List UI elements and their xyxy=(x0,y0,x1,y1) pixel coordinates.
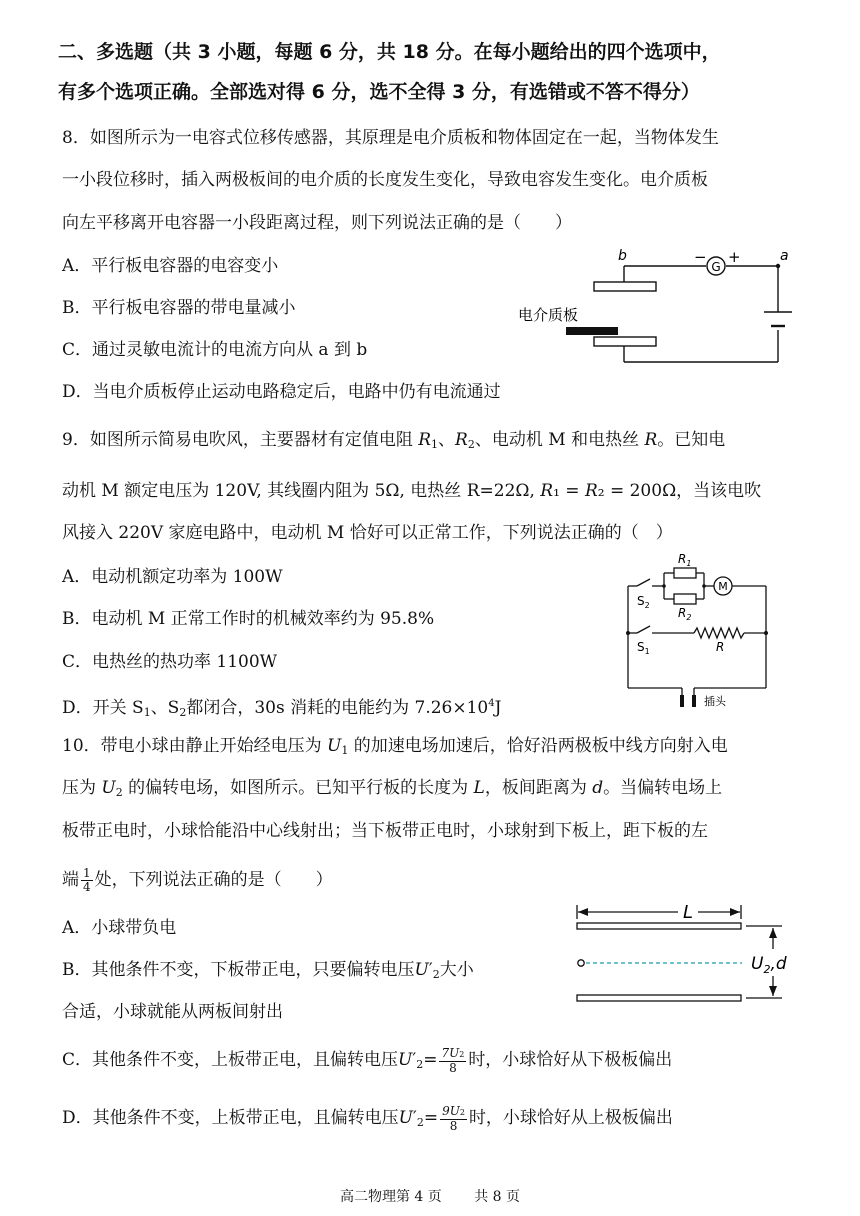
u2-prime-subscript: 2 xyxy=(432,968,440,981)
plus-label: + xyxy=(728,248,741,266)
q10-stem2-mid2: ，板间距离为 xyxy=(484,778,593,798)
fraction-numerator: 1 xyxy=(83,866,91,880)
fig-r1-letter: R xyxy=(678,552,687,566)
q10-stem4-end: 处，下列说法正确的是（ ） xyxy=(94,870,333,890)
q9-stem-line-1 xyxy=(62,428,725,457)
l-dimension-label: L xyxy=(682,902,694,923)
c-u2-prime-symbol: U xyxy=(398,1050,413,1070)
d-num-text: 9U xyxy=(442,1103,460,1118)
q10-c-text: C．其他条件不变，上板带正电，且偏转电压 xyxy=(62,1050,399,1070)
q10-stem-line-2 xyxy=(62,776,722,805)
q10-c-text-end: 时，小球恰好从下极板偏出 xyxy=(468,1050,673,1070)
dielectric-label: 电介质板 xyxy=(518,306,579,324)
motor-label: M xyxy=(718,580,728,593)
fig-s2-sub: 2 xyxy=(644,601,650,610)
c-fraction xyxy=(439,1047,466,1075)
u1-symbol: U xyxy=(327,736,342,756)
minus-label: − xyxy=(694,248,707,266)
page-footer xyxy=(0,1186,860,1206)
g-label: G xyxy=(711,260,721,274)
q8-stem-line-1: 8．如图所示为一电容式位移传感器，其原理是电介质板和物体固定在一起，当物体发生 xyxy=(62,128,719,148)
q10-stem-line-3: 板带正电时，小球恰能沿中心线射出；当下板带正电时，小球射到下板上，距下板的左 xyxy=(62,821,708,841)
c-num-text: 7U xyxy=(441,1045,460,1060)
hair-dryer-circuit-figure xyxy=(610,545,780,715)
q8-option-d: D．当电介质板停止运动电路稳定后，电路中仍有电流通过 xyxy=(62,382,501,402)
fig-s1-letter: S xyxy=(637,640,645,654)
q9-d-text-mid: 、S xyxy=(150,698,180,718)
fig-r1-label xyxy=(678,552,691,568)
q10-stem-text-end: 的加速电场加速后，恰好沿两极板中线方向射入电 xyxy=(348,736,728,756)
q9-stem-text: 9．如图所示简易电吹风，主要器材有定值电阻 xyxy=(62,430,419,450)
q9-stem-line-3: 风接入 220V 家庭电路中，电动机 M 恰好可以正常工作，下列说法正确的（ ） xyxy=(62,523,673,543)
q9-option-d xyxy=(62,692,501,725)
fig-s2-label xyxy=(637,594,650,610)
page-total: 共 8 页 xyxy=(474,1189,521,1205)
capacitor-circuit-figure xyxy=(510,246,800,371)
q10-b-text: B．其他条件不变，下板带正电，只要偏转电压 xyxy=(62,960,415,980)
d-prime-mark: ′ xyxy=(412,1108,417,1128)
u2d-sub: 2 xyxy=(763,963,771,976)
one-quarter-fraction xyxy=(81,867,93,894)
s2-subscript: 2 xyxy=(179,706,187,719)
q10-option-d xyxy=(62,1098,673,1138)
c-equals: = xyxy=(423,1050,438,1070)
c-fraction-denominator: 8 xyxy=(449,1060,457,1075)
fraction-denominator: 4 xyxy=(83,880,91,894)
q9-d-text: D．开关 S xyxy=(62,698,144,718)
q10-stem4-text: 端 xyxy=(62,870,79,890)
r1-symbol: R xyxy=(418,430,432,450)
u2-symbol: U xyxy=(101,778,116,798)
d-equals: = xyxy=(423,1108,439,1128)
fig-s1-label xyxy=(637,640,650,656)
u2d-letter: U xyxy=(751,954,764,974)
length-symbol: L xyxy=(473,778,485,798)
q10-stem-text: 10．带电小球由静止开始经电压为 xyxy=(62,736,328,756)
q9-option-c: C．电热丝的热功率 1100W xyxy=(62,652,278,672)
q10-stem-line-1 xyxy=(62,734,728,763)
q10-stem2-mid: 的偏转电场，如图所示。已知平行板的长度为 xyxy=(122,778,474,798)
r2-subscript: 2 xyxy=(467,438,475,451)
q9-stem-line-2: 动机 M 额定电压为 120V, 其线圈内阻为 5Ω, 电热丝 R=22Ω, 𝑅₁ = 𝑅₂ = 200Ω，当该电吹 xyxy=(62,481,762,501)
fig-r2-sub: 2 xyxy=(686,613,692,622)
section-title-line-2: 有多个选项正确。全部选对得 6 分，选不全得 3 分，有选错或不答不得分） xyxy=(58,81,700,103)
q9-d-text-end: J xyxy=(494,698,502,718)
q10-stem2-text: 压为 xyxy=(62,778,102,798)
r-symbol: R xyxy=(644,430,658,450)
u2d-label xyxy=(751,954,787,976)
separator: 、 xyxy=(438,430,456,450)
q10-d-text-end: 时，小球恰好从上极板偏出 xyxy=(468,1108,673,1128)
fig-r-label: R xyxy=(716,640,725,654)
r2-symbol: R xyxy=(455,430,468,450)
q10-option-b-line-1 xyxy=(62,958,474,987)
u2d-tail: ,d xyxy=(770,954,787,974)
d-u2-prime-subscript: 2 xyxy=(416,1116,424,1129)
c-u2-prime-subscript: 2 xyxy=(416,1058,424,1071)
q10-stem-line-4 xyxy=(62,860,333,900)
c-num-sub: 2 xyxy=(459,1049,465,1059)
q10-b-text-end: 大小 xyxy=(439,960,474,980)
q8-stem-line-2: 一小段位移时，插入两极板间的电介质的长度发生变化，导致电容发生变化。电介质板 xyxy=(62,170,708,190)
q9-option-b: B．电动机 M 正常工作时的机械效率约为 95.8% xyxy=(62,609,435,629)
dielectric-slab xyxy=(566,327,618,335)
q9-stem-text-mid: 、电动机 M 和电热丝 xyxy=(474,430,645,450)
q10-option-b-line-2: 合适，小球就能从两板间射出 xyxy=(62,1002,283,1022)
u2-prime-symbol: U xyxy=(414,960,429,980)
q8-option-a: A．平行板电容器的电容变小 xyxy=(62,256,279,276)
d-u2-prime-symbol: U xyxy=(398,1108,413,1128)
d-fraction-numerator xyxy=(440,1105,467,1120)
d-fraction-denominator: 8 xyxy=(449,1118,458,1133)
fig-r1-sub: 1 xyxy=(686,559,692,568)
fig-s2-letter: S xyxy=(637,594,645,608)
q10-d-text: D．其他条件不变，上板带正电，且偏转电压 xyxy=(62,1108,399,1128)
fig-r2-letter: R xyxy=(678,606,687,620)
exponent: 4 xyxy=(488,698,495,709)
u2-subscript: 2 xyxy=(115,786,123,799)
q9-stem-text-end: 。已知电 xyxy=(657,430,726,450)
q8-stem-line-3: 向左平移离开电容器一小段距离过程，则下列说法正确的是（ ） xyxy=(62,213,572,233)
q10-option-c xyxy=(62,1040,672,1080)
node-a-dot xyxy=(776,264,780,268)
section-title-line-1: 二、多选题（共 3 小题，每题 6 分，共 18 分。在每小题给出的四个选项中， xyxy=(58,41,721,63)
u1-subscript: 1 xyxy=(341,744,349,757)
fig-r2-label xyxy=(678,606,691,622)
q9-d-text-mid2: 都闭合，30s 消耗的电能约为 7.26×10 xyxy=(186,698,489,718)
page-number: 高二物理第 4 页 xyxy=(339,1189,442,1205)
c-prime-mark: ′ xyxy=(412,1050,417,1070)
d-fraction xyxy=(440,1105,467,1133)
q8-option-c: C．通过灵敏电流计的电流方向从 a 到 b xyxy=(62,340,368,360)
a-label: a xyxy=(780,248,789,264)
deflection-plates-figure xyxy=(570,893,810,1011)
b-label: b xyxy=(618,248,627,264)
q9-option-a: A．电动机额定功率为 100W xyxy=(62,567,283,587)
s1-subscript: 1 xyxy=(143,706,151,719)
fig-s1-sub: 1 xyxy=(644,647,650,656)
d-num-sub: 2 xyxy=(459,1107,465,1117)
q10-option-a: A．小球带负电 xyxy=(62,918,177,938)
r1-subscript: 1 xyxy=(431,438,439,451)
prime-mark: ′ xyxy=(428,960,433,980)
q8-option-b: B．平行板电容器的带电量减小 xyxy=(62,298,296,318)
plug-label: 插头 xyxy=(704,695,726,708)
c-fraction-numerator xyxy=(439,1047,466,1062)
q10-stem2-end: 。当偏转电场上 xyxy=(603,778,723,798)
distance-symbol: d xyxy=(592,778,604,798)
